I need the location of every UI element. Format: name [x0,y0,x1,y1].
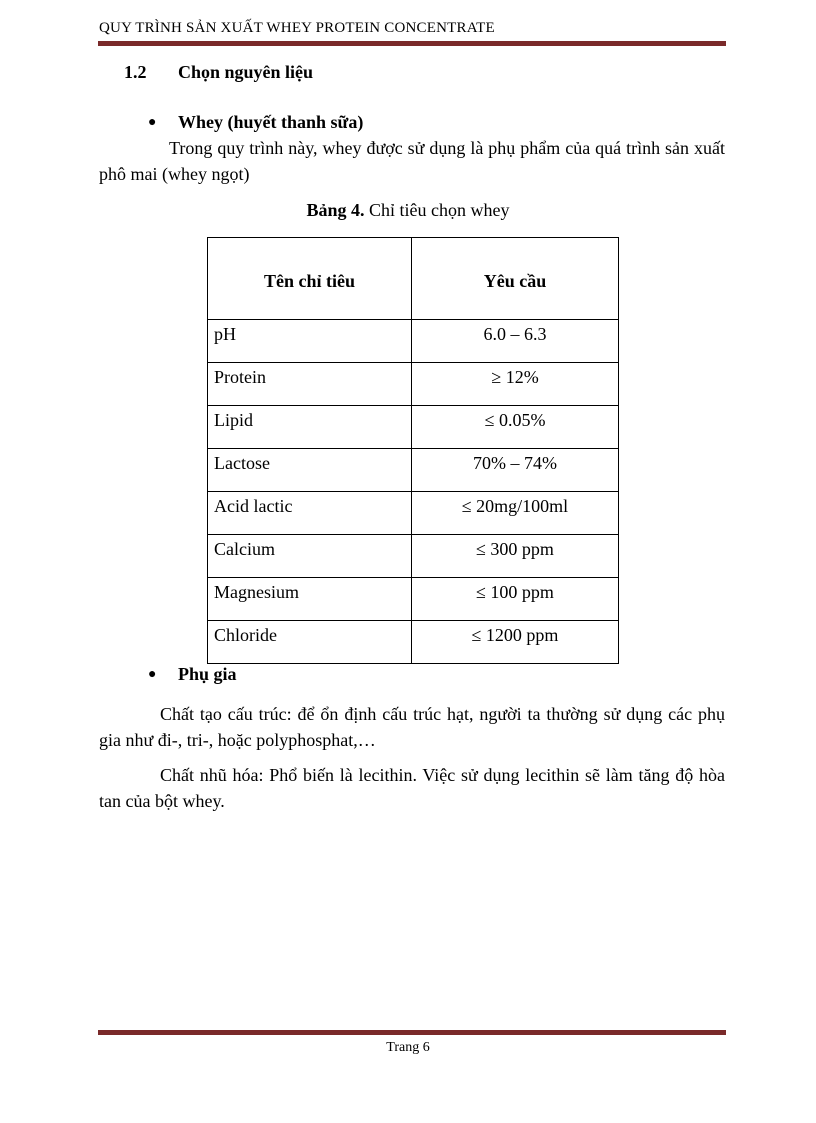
additives-heading [148,664,237,685]
criterion-cell: Protein [208,363,412,406]
section-title: Chọn nguyên liệu [178,62,314,82]
requirement-cell: 6.0 – 6.3 [412,320,619,363]
requirement-cell: 70% – 74% [412,449,619,492]
requirement-cell: ≤ 100 ppm [412,578,619,621]
column-header-criterion: Tên chỉ tiêu [208,238,412,320]
page-number: Trang 6 [386,1040,430,1055]
criterion-cell: Calcium [208,535,412,578]
table-row [208,449,619,492]
criterion-cell: pH [208,320,412,363]
table-caption [0,200,816,221]
criterion-cell: Chloride [208,621,412,664]
criterion-cell: Lactose [208,449,412,492]
criterion-cell: Acid lactic [208,492,412,535]
section-heading [124,62,313,83]
additives-paragraph-1: Chất tạo cấu trúc: để ổn định cấu trúc hạt, người ta thường sử dụng các phụ gia như đi-, tri-, hoặc polyphosphat,… [99,704,725,750]
additives-heading-text: Phụ gia [178,664,237,684]
whey-paragraph: Trong quy trình này, whey được sử dụng là phụ phẩm của quá trình sản xuất phô mai (whey ngọt) [99,138,725,184]
bullet-icon: ● [148,115,157,130]
requirement-cell: ≤ 300 ppm [412,535,619,578]
requirement-cell: ≥ 12% [412,363,619,406]
header-rule [98,41,726,46]
table-header-row [208,238,619,320]
column-header-requirement: Yêu cầu [412,238,619,320]
additives-paragraph-2: Chất nhũ hóa: Phổ biến là lecithin. Việc sử dụng lecithin sẽ làm tăng độ hòa tan của bột whey. [99,765,725,811]
footer-rule [98,1030,726,1035]
requirement-cell: ≤ 1200 ppm [412,621,619,664]
criterion-cell: Magnesium [208,578,412,621]
requirement-cell: ≤ 20mg/100ml [412,492,619,535]
criterion-cell: Lipid [208,406,412,449]
table-row [208,621,619,664]
whey-spec-table [207,237,619,664]
table-row [208,320,619,363]
page-header-title: QUY TRÌNH SẢN XUẤT WHEY PROTEIN CONCENTRATE [99,20,495,36]
table-row [208,406,619,449]
table-row [208,535,619,578]
table-row [208,578,619,621]
whey-heading [148,112,363,133]
table-row [208,492,619,535]
table-caption-text: Chỉ tiêu chọn whey [364,200,510,220]
requirement-cell: ≤ 0.05% [412,406,619,449]
table-caption-label: Bảng 4. [306,200,365,220]
section-number: 1.2 [124,62,147,82]
table-row [208,363,619,406]
whey-heading-text: Whey (huyết thanh sữa) [178,112,364,132]
bullet-icon: ● [148,667,157,682]
